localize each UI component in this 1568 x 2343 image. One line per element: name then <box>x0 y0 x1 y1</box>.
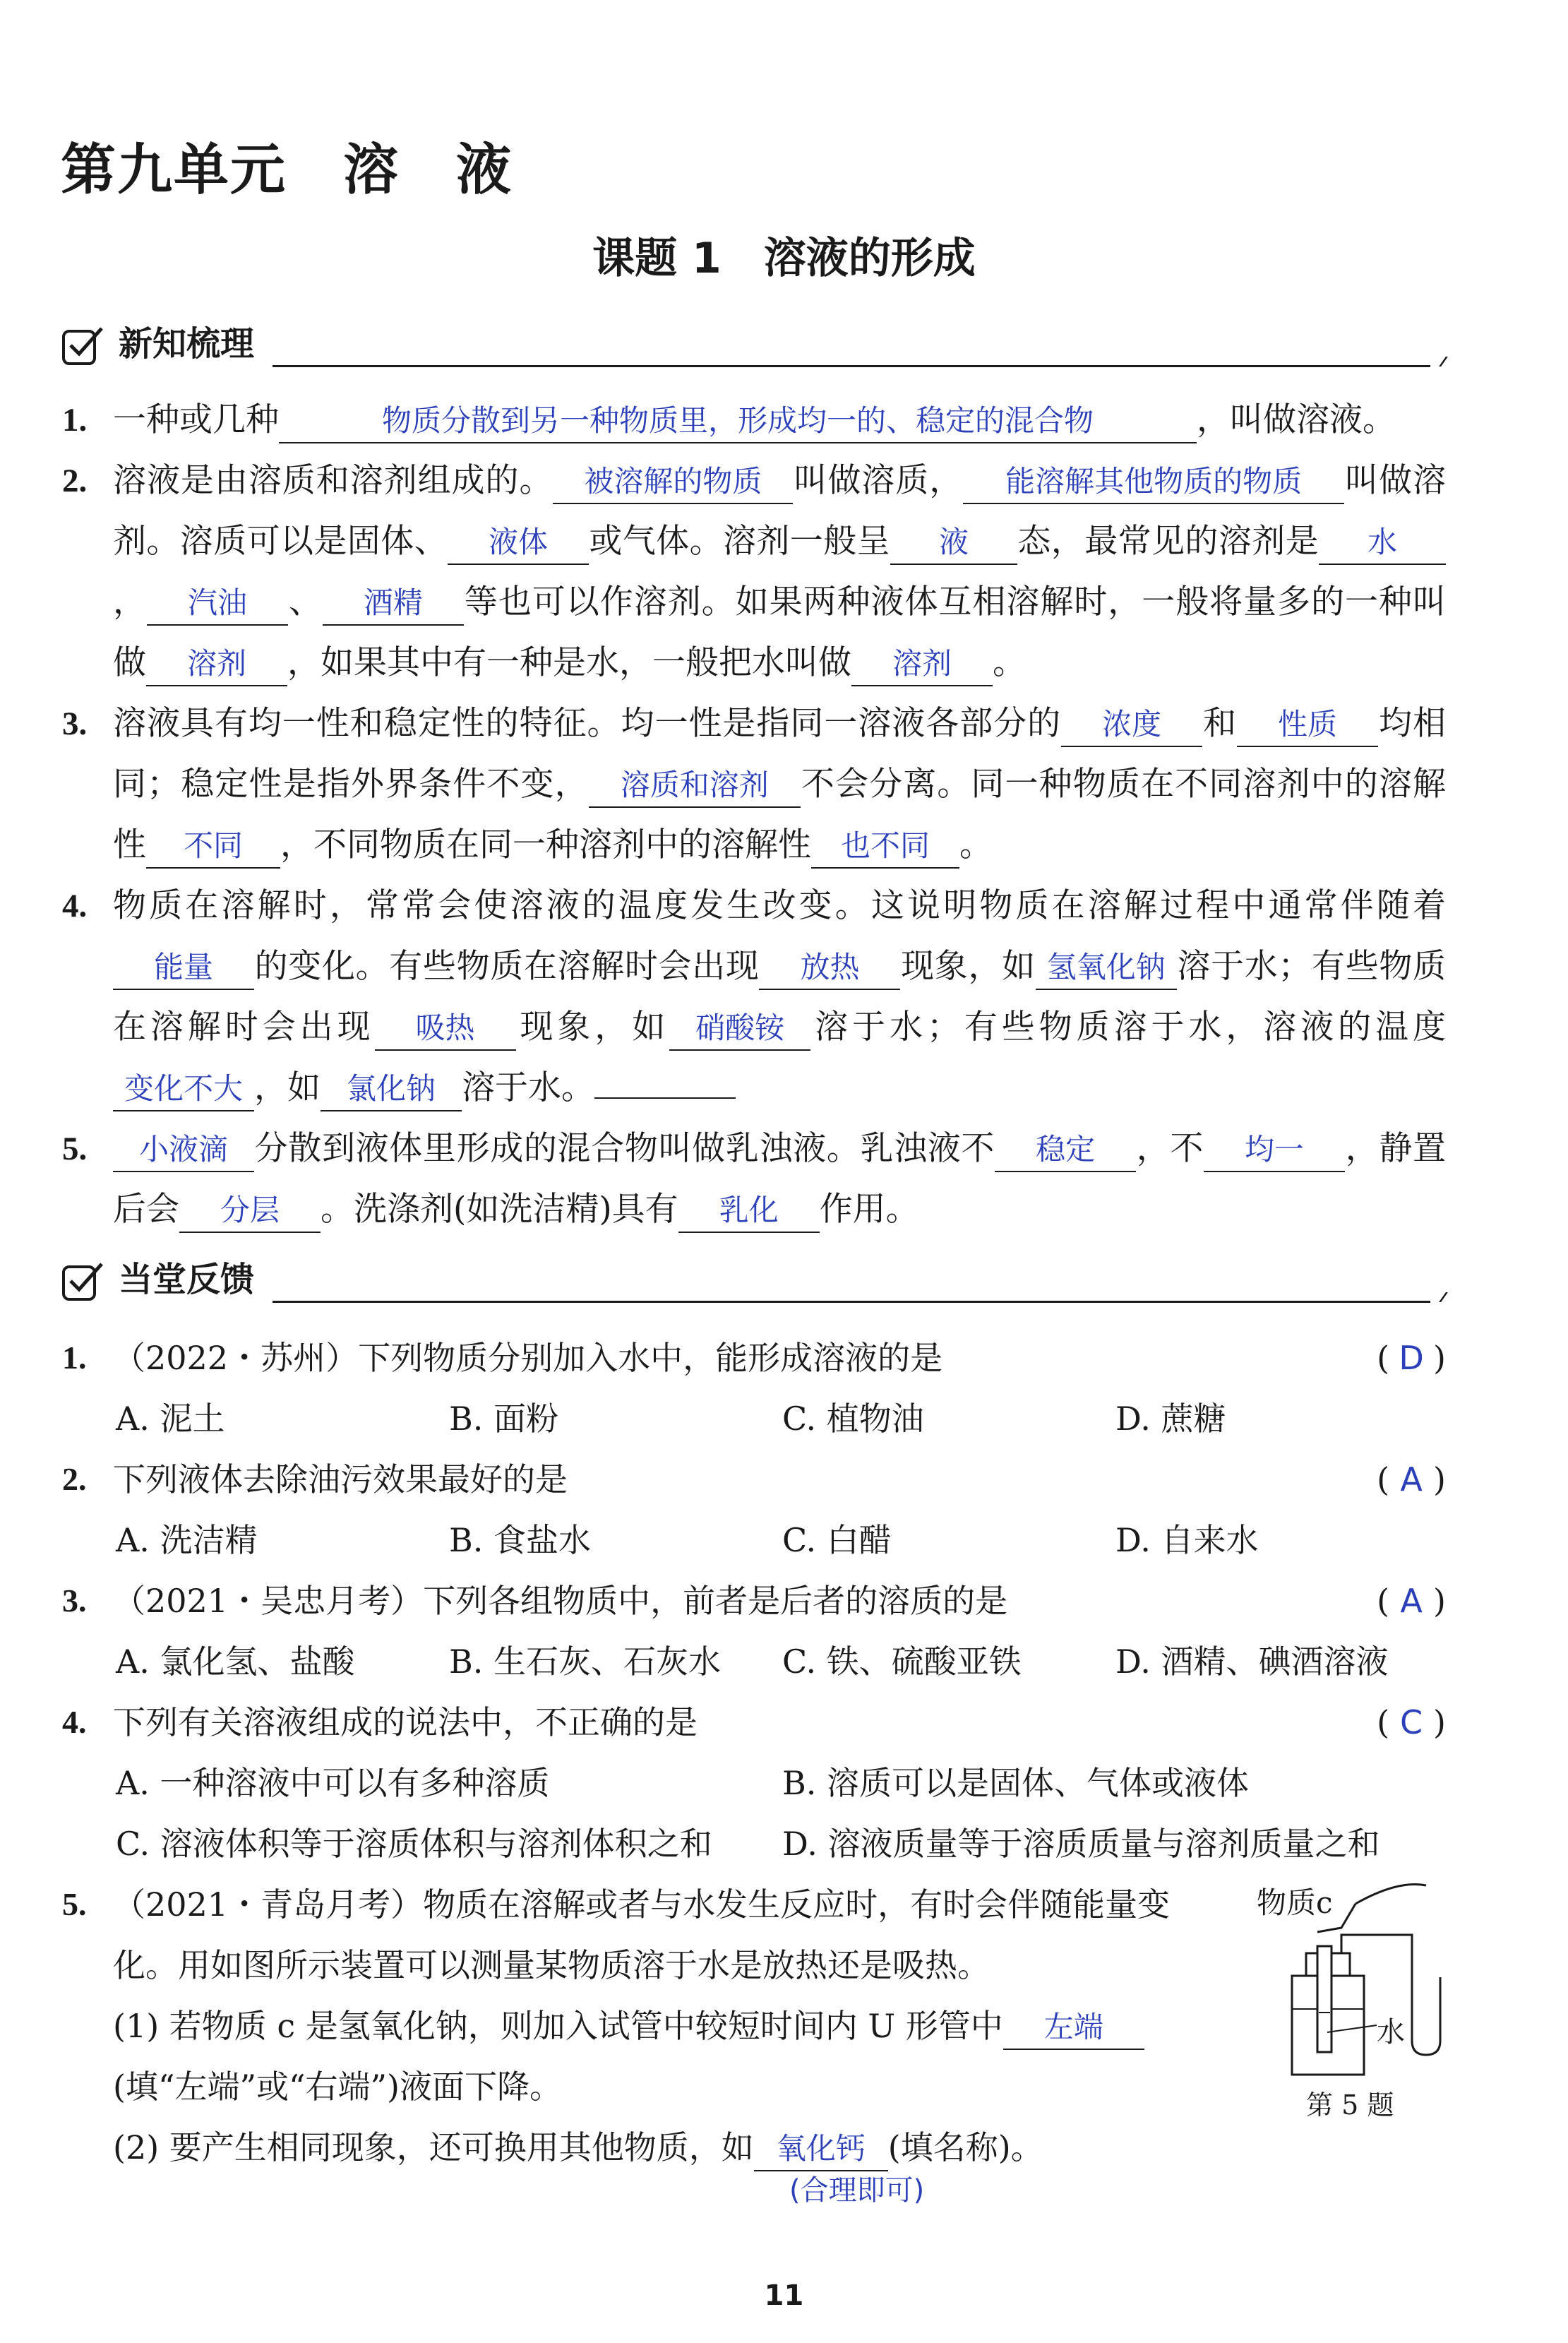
answer-blank: 水 <box>1319 521 1446 565</box>
question-number: 4. <box>62 1704 87 1740</box>
option-a: A. 泥土 <box>116 1400 225 1438</box>
option-c: C. 铁、硫酸亚铁 <box>782 1643 1022 1681</box>
answer-choice: A <box>1400 1582 1423 1620</box>
answer-blank: 汽油 <box>147 582 288 626</box>
item-number: 2. <box>62 463 88 499</box>
knowledge-item-2 <box>62 451 1446 693</box>
question-1 <box>62 1328 1446 1388</box>
text: 溶液具有均一性和稳定性的特征。均一性是指同一溶液各部分的 <box>113 704 1062 743</box>
text: ，如 <box>254 1068 321 1107</box>
answer-blank: 均一 <box>1204 1128 1345 1172</box>
apparatus-drawing <box>1250 1871 1504 2097</box>
question-stem: （2021・青岛月考）物质在溶解或者与水发生反应时，有时会伴随能量变化。用如图所示装置可以测量某物质溶于水是放热还是吸热。 <box>113 1885 1171 1984</box>
answer-blank: 物质分散到另一种物质里，形成均一的、稳定的混合物 <box>279 400 1197 443</box>
text: (2) 要产生相同现象，还可换用其他物质，如 <box>113 2128 754 2166</box>
figure-label-substance: 物质c <box>1257 1885 1333 1920</box>
text: ，静置后会 <box>113 1129 1447 1229</box>
answer-blank: 溶剂 <box>851 643 993 686</box>
answer-blank: 硝酸铵 <box>669 1007 810 1051</box>
text: 。 <box>959 825 993 864</box>
answer-blank <box>594 1097 736 1099</box>
answer-blank: 放热 <box>759 946 900 990</box>
text: 作用。 <box>819 1190 919 1229</box>
item-number: 4. <box>62 888 88 924</box>
text: 物质在溶解时，常常会使溶液的温度发生改变。这说明物质在溶解过程中通常伴随着 <box>113 886 1446 925</box>
page-number: 11 <box>764 2279 804 2312</box>
unit-title: 第九单元 溶 液 <box>61 138 513 202</box>
question-number: 1. <box>62 1340 87 1376</box>
answer-blank: 能量 <box>113 946 254 990</box>
answer-choice: C <box>1399 1703 1423 1741</box>
answer-blank: 也不同 <box>811 825 959 869</box>
text: 溶液是由溶质和溶剂组成的。 <box>113 461 553 500</box>
text: 现象，如 <box>515 1008 670 1047</box>
question-stem: 下列液体去除油污效果最好的是 <box>113 1460 568 1498</box>
section-rule <box>273 365 1430 367</box>
answer-paren: ( D ) <box>1377 1328 1446 1388</box>
checklist-icon <box>61 324 107 368</box>
question-4 <box>62 1692 1446 1753</box>
text: 分散到液体里形成的混合物叫做乳浊液。乳浊液不 <box>254 1129 995 1168</box>
question-5-part-2 <box>62 2117 1262 2178</box>
answer-paren: ( A ) <box>1377 1449 1446 1510</box>
answer-blank: 吸热 <box>375 1007 516 1051</box>
answer-blank: 液 <box>890 521 1017 565</box>
answer-blank: 溶剂 <box>146 643 287 686</box>
answer-blank: 稳定 <box>995 1128 1136 1172</box>
section-rule-hook <box>1423 1292 1448 1302</box>
text: 溶于水。 <box>462 1068 594 1107</box>
text: 等也可以作溶剂。如果两种液体互相溶解时，一般将量多的一种叫做 <box>113 583 1446 682</box>
knowledge-item-4 <box>62 876 1446 1119</box>
text: 叫做溶剂。溶质可以是固体、 <box>113 461 1447 561</box>
answer-blank: 酒精 <box>323 582 464 626</box>
answer-blank: 乳化 <box>678 1189 820 1233</box>
knowledge-item-5 <box>62 1119 1446 1240</box>
figure-caption: 第 5 题 <box>1306 2089 1394 2121</box>
text: 和 <box>1202 704 1238 743</box>
text: (填“左端”或“右端”)液面下降。 <box>113 2068 562 2106</box>
text: 溶于水；有些物质溶于水，溶液的温度 <box>810 1008 1447 1047</box>
option-d: D. 自来水 <box>1115 1521 1259 1559</box>
answer-blank: 不同 <box>146 825 280 869</box>
question-3 <box>62 1570 1446 1631</box>
text: ，如果其中有一种是水，一般把水叫做 <box>287 643 851 682</box>
knowledge-item-3 <box>62 693 1446 876</box>
answer-choice: A <box>1400 1460 1423 1498</box>
apparatus-figure <box>1250 1871 1504 2147</box>
section-header-new-knowledge <box>61 321 1444 371</box>
answer-blank: 氢氧化钠 <box>1036 946 1177 990</box>
question-number: 2. <box>62 1461 87 1497</box>
question-5-part-1 <box>62 1996 1262 2117</box>
question-stem: （2021・吴忠月考）下列各组物质中，前者是后者的溶质的是 <box>113 1582 1008 1620</box>
option-b: B. 生石灰、石灰水 <box>449 1643 722 1681</box>
answer-blank: 性质 <box>1237 703 1378 747</box>
answer-blank: 分层 <box>179 1189 321 1233</box>
section-rule <box>273 1301 1430 1303</box>
section-header-feedback <box>61 1257 1444 1306</box>
answer-blank: 被溶解的物质 <box>553 460 793 504</box>
answer-note: (合理即可) <box>789 2174 925 2207</box>
answer-blank: 浓度 <box>1061 703 1202 747</box>
question-number: 3. <box>62 1582 87 1618</box>
option-a: A. 氯化氢、盐酸 <box>116 1643 355 1681</box>
text: 态，最常见的溶剂是 <box>1017 522 1319 561</box>
answer-blank: 氧化钙 <box>754 2128 888 2171</box>
text: (填名称)。 <box>887 2128 1043 2166</box>
checklist-icon <box>61 1260 107 1304</box>
option-d: D. 酒精、碘酒溶液 <box>1115 1643 1389 1681</box>
option-c: C. 溶液体积等于溶质体积与溶剂体积之和 <box>116 1825 712 1863</box>
section-title: 新知梳理 <box>119 324 255 364</box>
option-b: B. 面粉 <box>449 1400 559 1438</box>
answer-blank: 溶质和溶剂 <box>589 764 801 808</box>
question-5 <box>62 1874 1220 1996</box>
section-title: 当堂反馈 <box>119 1260 255 1299</box>
option-a: A. 一种溶液中可以有多种溶质 <box>116 1764 550 1802</box>
option-c: C. 植物油 <box>782 1400 924 1438</box>
question-number: 5. <box>62 1886 87 1922</box>
answer-blank: 左端 <box>1003 2006 1144 2050</box>
option-c: C. 白醋 <box>782 1521 892 1559</box>
figure-label-water: 水 <box>1377 2016 1405 2049</box>
option-a: A. 洗洁精 <box>116 1521 258 1559</box>
text: 均相同；稳定性是指外界条件不变， <box>113 704 1446 804</box>
answer-blank: 液体 <box>448 521 589 565</box>
knowledge-item-1 <box>62 390 1446 451</box>
text: 的变化。有些物质在溶解时会出现 <box>254 947 760 986</box>
text: 一种或几种 <box>113 400 279 439</box>
answer-blank: 变化不大 <box>113 1068 254 1111</box>
question-stem: 下列有关溶液组成的说法中，不正确的是 <box>113 1703 698 1741</box>
text: ，不 <box>1136 1129 1204 1168</box>
text: 不会分离。同一种物质在不同溶剂中的溶解性 <box>113 765 1447 864</box>
answer-blank: 能溶解其他物质的物质 <box>963 460 1344 504</box>
item-number: 3. <box>62 705 88 742</box>
text: (1) 若物质 c 是氢氧化钠，则加入试管中较短时间内 U 形管中 <box>113 2007 1003 2045</box>
text: 现象，如 <box>900 947 1036 986</box>
text: 溶于水；有些物质在溶解时会出现 <box>113 947 1447 1047</box>
option-b: B. 食盐水 <box>449 1521 592 1559</box>
answer-blank: 氯化钠 <box>321 1068 462 1111</box>
text: 、 <box>287 583 323 621</box>
question-2 <box>62 1449 1446 1510</box>
answer-paren: ( C ) <box>1377 1692 1446 1753</box>
answer-choice: D <box>1399 1339 1424 1377</box>
item-number: 5. <box>62 1131 88 1167</box>
answer-blank: 小液滴 <box>113 1128 254 1172</box>
option-d: D. 蔗糖 <box>1115 1400 1226 1438</box>
lesson-title: 课题 1 溶液的形成 <box>592 234 976 283</box>
answer-paren: ( A ) <box>1377 1570 1446 1631</box>
text: ， <box>113 583 147 621</box>
question-stem: （2022・苏州）下列物质分别加入水中，能形成溶液的是 <box>113 1339 943 1377</box>
section-rule-hook <box>1423 357 1448 366</box>
text: 叫做溶质， <box>793 461 964 500</box>
text: 。 <box>993 643 1026 682</box>
option-d: D. 溶液质量等于溶质质量与溶剂质量之和 <box>782 1825 1380 1863</box>
text: 。洗涤剂(如洗洁精)具有 <box>321 1190 678 1229</box>
text: ，叫做溶液。 <box>1197 400 1396 439</box>
item-number: 1. <box>62 402 88 439</box>
text: ，不同物质在同一种溶剂中的溶解性 <box>280 825 811 864</box>
text: 或气体。溶剂一般呈 <box>589 522 890 561</box>
option-b: B. 溶质可以是固体、气体或液体 <box>782 1764 1250 1802</box>
